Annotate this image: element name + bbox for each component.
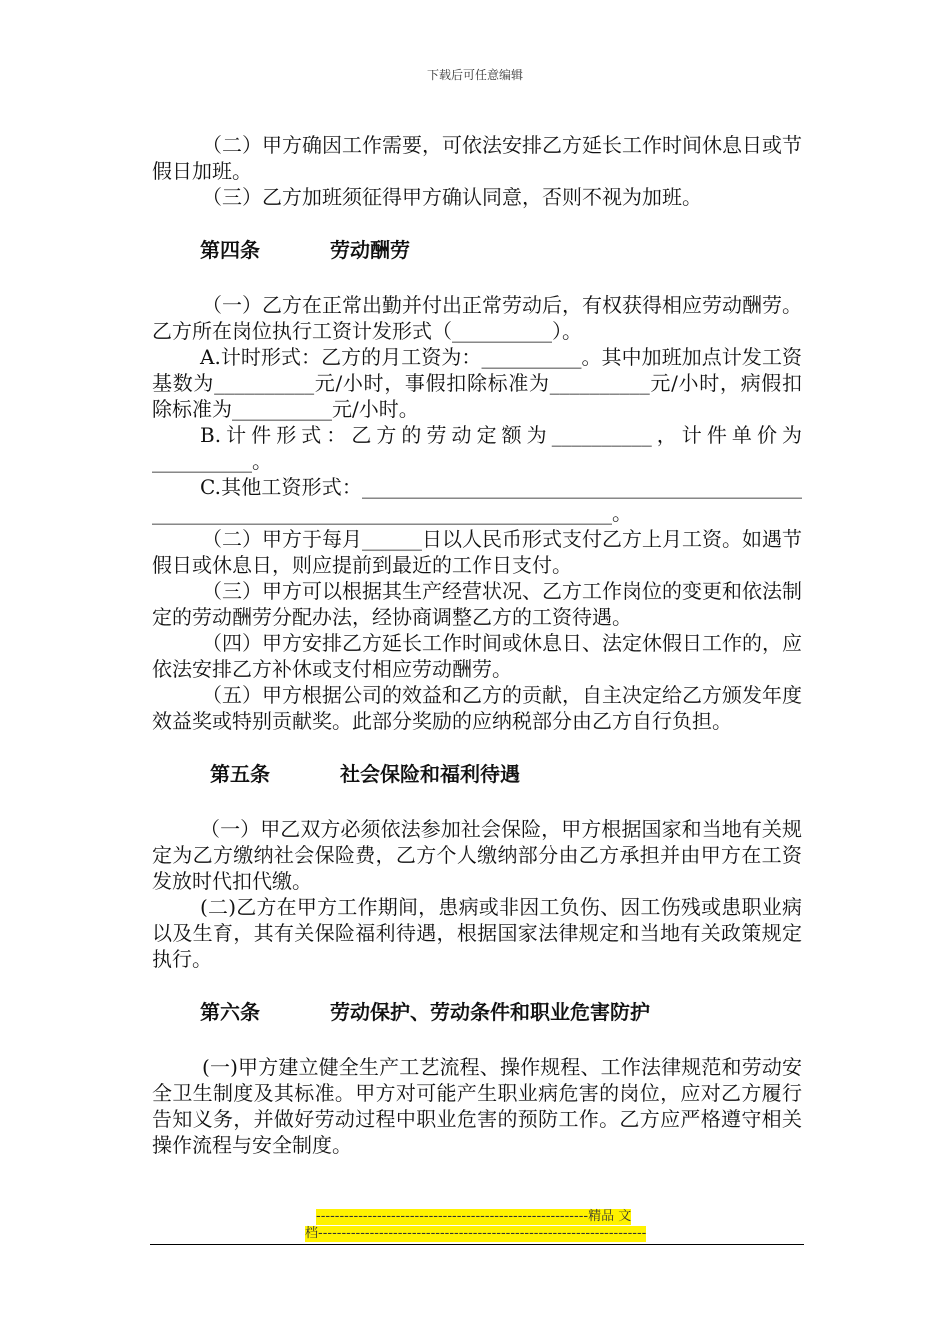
footer-watermark-line2: 档---------------------------------------------------------------------- bbox=[305, 1226, 647, 1241]
paragraph: （三）乙方加班须征得甲方确认同意，否则不视为加班。 bbox=[202, 185, 702, 209]
paragraph: （二）甲方确因工作需要，可依法安排乙方延长工作时间休息日或节假日加班。 bbox=[152, 133, 802, 183]
article-6-heading bbox=[152, 999, 802, 1025]
document-body bbox=[152, 132, 802, 1158]
paragraph: （五）甲方根据公司的效益和乙方的贡献，自主决定给乙方颁发年度效益奖或特别贡献奖。此部分奖励的应纳税部分由乙方自行负担。 bbox=[152, 683, 802, 733]
paragraph: B.计件形式：乙方的劳动定额为__________，计件单价为__________。 bbox=[152, 423, 802, 473]
paragraph: C.其他工资形式：__________________________________________________________________________________________。 bbox=[152, 475, 802, 525]
article-title: 劳动保护、劳动条件和职业危害防护 bbox=[330, 1000, 650, 1024]
paragraph: (二)乙方在甲方工作期间，患病或非因工负伤、因工伤残或患职业病以及生育，其有关保险福利待遇，根据国家法律规定和当地有关政策规定执行。 bbox=[152, 895, 802, 971]
article-title: 劳动酬劳 bbox=[330, 238, 410, 262]
paragraph: A.计时形式：乙方的月工资为：__________。其中加班加点计发工资基数为__________元/小时，事假扣除标准为__________元/小时，病假扣除标准为__________元/小时。 bbox=[152, 345, 802, 421]
paragraph: （一）乙方在正常出勤并付出正常劳动后，有权获得相应劳动酬劳。乙方所在岗位执行工资计发形式（__________）。 bbox=[152, 293, 802, 343]
paragraph: （二）甲方于每月______日以人民币形式支付乙方上月工资。如遇节假日或休息日，则应提前到最近的工作日支付。 bbox=[152, 527, 802, 577]
article-4-heading bbox=[152, 237, 802, 263]
article-number: 第四条 bbox=[200, 238, 260, 262]
article-number: 第六条 bbox=[200, 1000, 260, 1024]
article-number: 第五条 bbox=[210, 762, 270, 786]
footer-watermark-line1: ----------------------------------------------------------精品 文 bbox=[316, 1209, 632, 1224]
paragraph: （一）甲乙双方必须依法参加社会保险，甲方根据国家和当地有关规定为乙方缴纳社会保险费，乙方个人缴纳部分由乙方承担并由甲方在工资发放时代扣代缴。 bbox=[152, 817, 802, 893]
paragraph: （四）甲方安排乙方延长工作时间或休息日、法定休假日工作的，应依法安排乙方补休或支付相应劳动酬劳。 bbox=[152, 631, 802, 681]
page-header: 下载后可任意编辑 bbox=[426, 68, 523, 82]
paragraph: （三）甲方可以根据其生产经营状况、乙方工作岗位的变更和依法制定的劳动酬劳分配办法，经协商调整乙方的工资待遇。 bbox=[152, 579, 802, 629]
article-title: 社会保险和福利待遇 bbox=[340, 762, 520, 786]
article-5-heading bbox=[152, 761, 802, 787]
footer-rule bbox=[150, 1244, 804, 1245]
paragraph: (一)甲方建立健全生产工艺流程、操作规程、工作法律规范和劳动安全卫生制度及其标准。甲方对可能产生职业病危害的岗位，应对乙方履行告知义务，并做好劳动过程中职业危害的预防工作。乙方应严格遵守相关操作流程与安全制度。 bbox=[152, 1055, 802, 1157]
